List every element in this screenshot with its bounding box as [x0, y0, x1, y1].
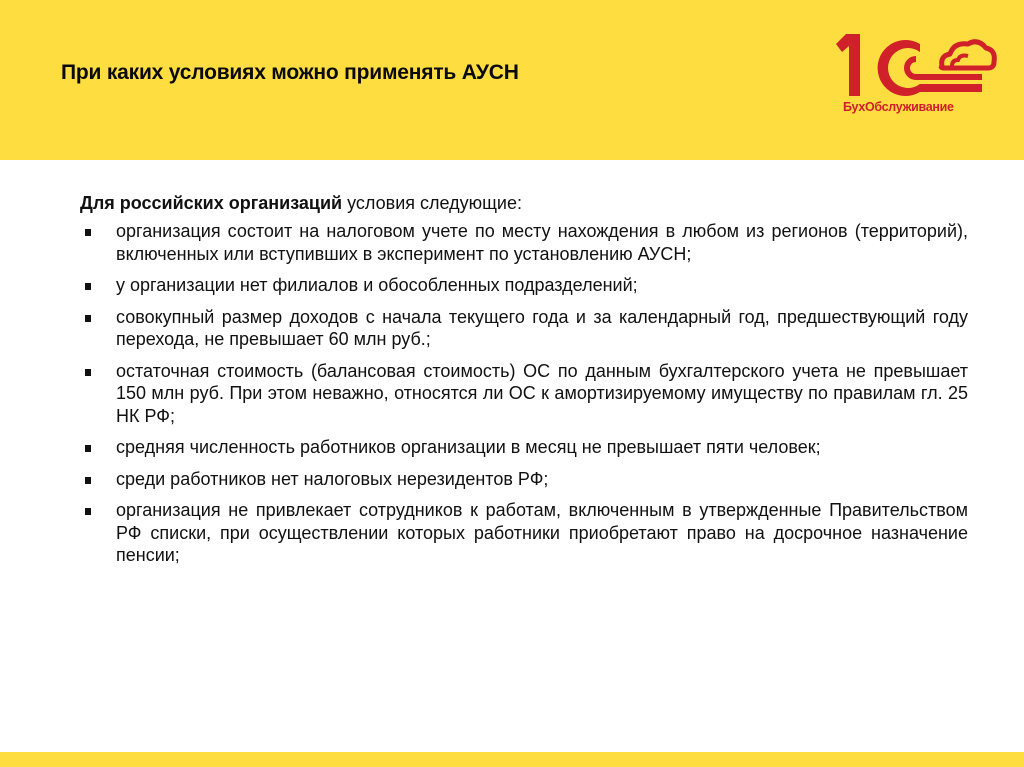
list-item — [80, 499, 968, 567]
list-item — [80, 436, 968, 459]
slide-title: При каких условиях можно применять АУСН — [61, 61, 519, 84]
slide-content — [80, 190, 968, 576]
square-bullet-icon — [85, 315, 91, 322]
square-bullet-icon — [85, 445, 91, 452]
square-bullet-icon — [85, 508, 91, 515]
list-item — [80, 220, 968, 265]
square-bullet-icon — [85, 283, 91, 290]
square-bullet-icon — [85, 229, 91, 236]
intro-paragraph — [80, 190, 968, 216]
list-item-text: совокупный размер доходов с начала текущего года и за календарный год, предшествующий году перехода, не превышает 60 млн руб.; — [116, 306, 968, 349]
conditions-list — [80, 220, 968, 567]
list-item-text: организация не привлекает сотрудников к работам, включенным в утвержденные Правительством РФ списки, при осуществлении которых работники приобретают право на досрочное назначение пенсии; — [116, 500, 968, 565]
list-item-text: организация состоит на налоговом учете по месту нахождения в любом из регионов (территорий), включенных или вступивших в эксперимент по установлению АУСН; — [116, 221, 968, 264]
list-item — [80, 468, 968, 491]
list-item-text: среди работников нет налоговых нерезидентов РФ; — [116, 468, 549, 489]
logo-caption: БухОбслуживание — [843, 100, 954, 114]
list-item — [80, 360, 968, 428]
square-bullet-icon — [85, 477, 91, 484]
intro-rest: условия следующие: — [342, 193, 523, 213]
list-item-text: средняя численность работников организации в месяц не превышает пяти человек; — [116, 437, 821, 457]
slide-footer-band — [0, 752, 1024, 767]
intro-bold: Для российских организаций — [80, 193, 343, 213]
list-item-text: остаточная стоимость (балансовая стоимость) ОС по данным бухгалтерского учета не превышает 150 млн руб. При этом неважно, относятся ли ОС к амортизируемому имуществу по правилам гл. 25 НК РФ; — [116, 360, 968, 426]
square-bullet-icon — [85, 369, 91, 376]
list-item — [80, 306, 968, 351]
logo-1c-icon — [832, 30, 1002, 100]
list-item — [80, 274, 968, 297]
list-item-text: у организации нет филиалов и обособленных подразделений; — [116, 275, 638, 295]
